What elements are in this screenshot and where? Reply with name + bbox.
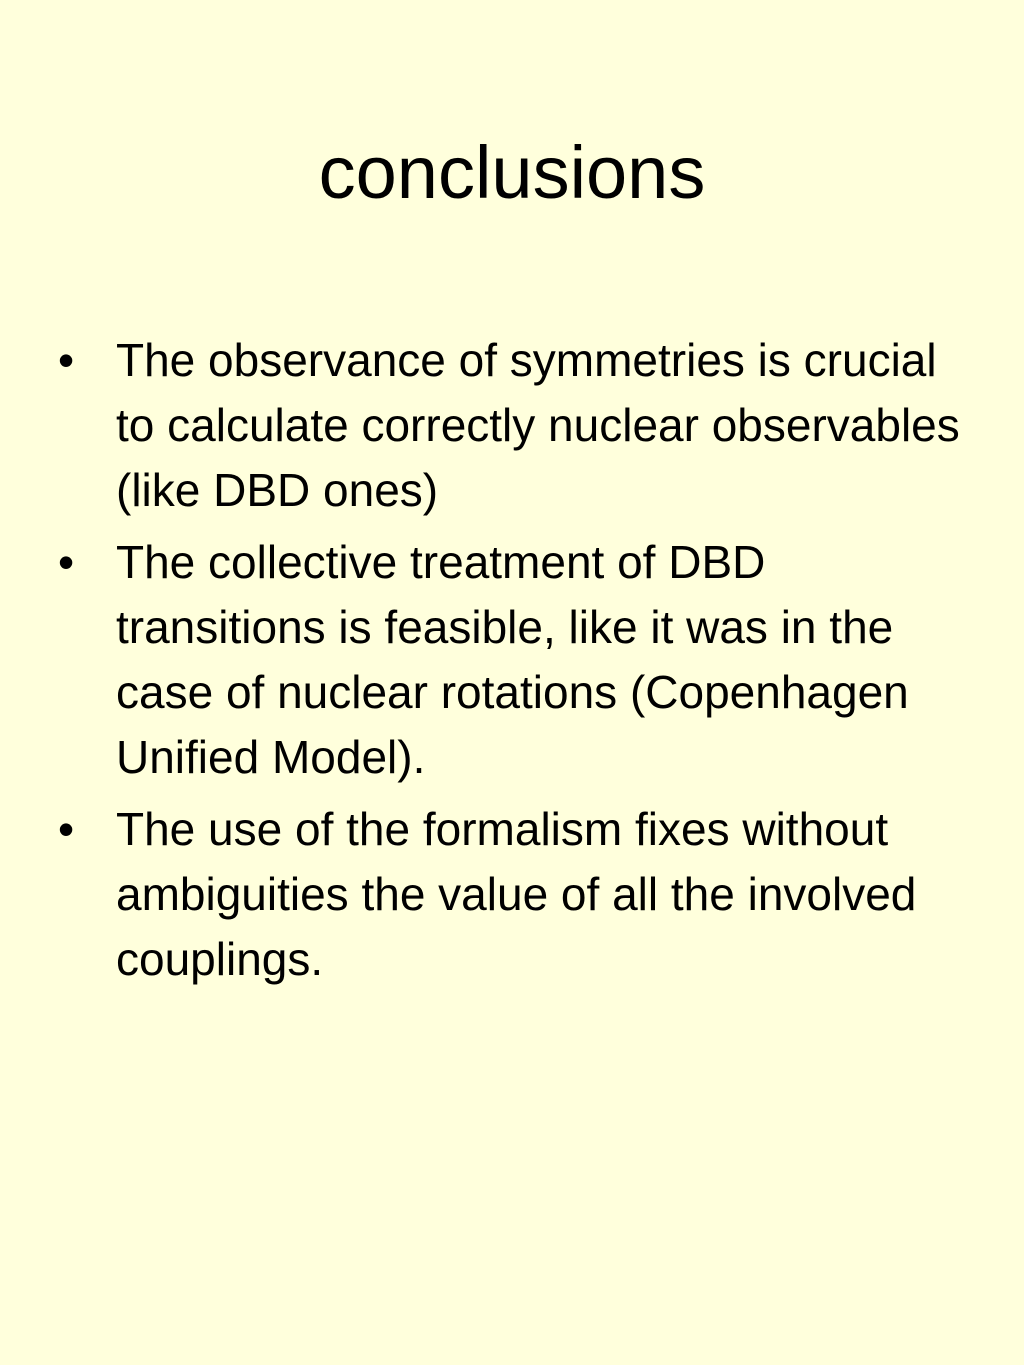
bullet-item-formalism: [54, 797, 984, 992]
bullet-item-collective-treatment: [54, 530, 984, 790]
bullet-text: The use of the formalism fixes without ambiguities the value of all the involved couplings.: [116, 803, 917, 985]
bullet-text: The collective treatment of DBD transitions is feasible, like it was in the case of nuclear rotations (Copenhagen Unified Model).: [116, 536, 909, 783]
bullet-icon: •: [58, 536, 75, 588]
bullet-list: [54, 328, 984, 999]
bullet-text: The observance of symmetries is crucial to calculate correctly nuclear observables (like DBD ones): [116, 334, 960, 516]
slide-title: conclusions: [318, 131, 706, 214]
bullet-icon: •: [58, 803, 75, 855]
bullet-item-symmetries: [54, 328, 984, 523]
bullet-icon: •: [58, 334, 75, 386]
